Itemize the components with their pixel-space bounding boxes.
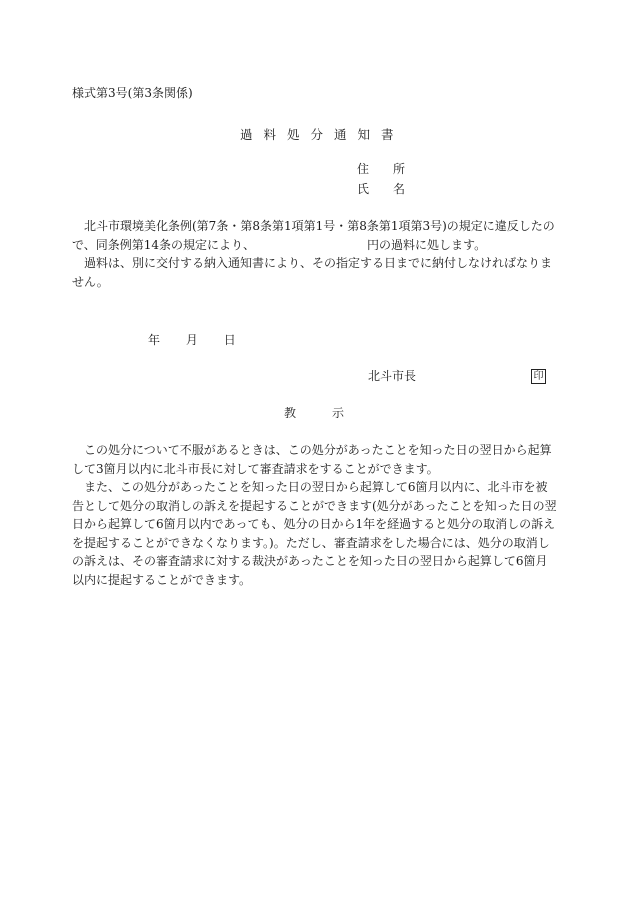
address-field: 住 所 xyxy=(357,162,406,176)
name-field: 氏 名 xyxy=(357,182,406,196)
form-label: 様式第3号(第3条関係) xyxy=(72,86,193,100)
day-label: 日 xyxy=(223,333,236,347)
seal-mark: 印 xyxy=(531,369,546,384)
instruction-paragraph-2: また、この処分があったことを知った日の翌日から起算して6箇月以内に、北斗市を被告として処分の取消しの訴えを提起することができます(処分があったことを知った日の翌日から起算して6箇月以内であっても、処分の日から1年を経過すると処分の取消しの訴えを提起することができなくなります。)。ただし、審査請求をした場合には、処分の取消しの訴えは、その審査請求に対する裁決があったことを知った日の翌日から起算して6箇月以内に提起することができます。 xyxy=(72,480,557,587)
month-label: 月 xyxy=(185,333,198,347)
year-label: 年 xyxy=(148,333,161,347)
mayor-signature: 北斗市長 xyxy=(368,369,417,383)
instruction-heading: 教 示 xyxy=(284,406,345,420)
document-title: 過料処分通知書 xyxy=(240,127,405,142)
date-line xyxy=(148,331,236,350)
notice-paragraph-2: 過料は、別に交付する納入通知書により、その指定する日までに納付しなければなりません。 xyxy=(72,256,553,289)
instruction-paragraph-1: この処分について不服があるときは、この処分があったことを知った日の翌日から起算して3箇月以内に北斗市長に対して審査請求をすることができます。 xyxy=(72,443,552,476)
instruction-body xyxy=(72,441,558,589)
notice-paragraph-1: 北斗市環境美化条例(第7条・第8条第1項第1号・第8条第1項第3号)の規定に違反したので、同条例第14条の規定により、 円の過料に処します。 xyxy=(72,219,555,252)
notice-body xyxy=(72,217,558,291)
